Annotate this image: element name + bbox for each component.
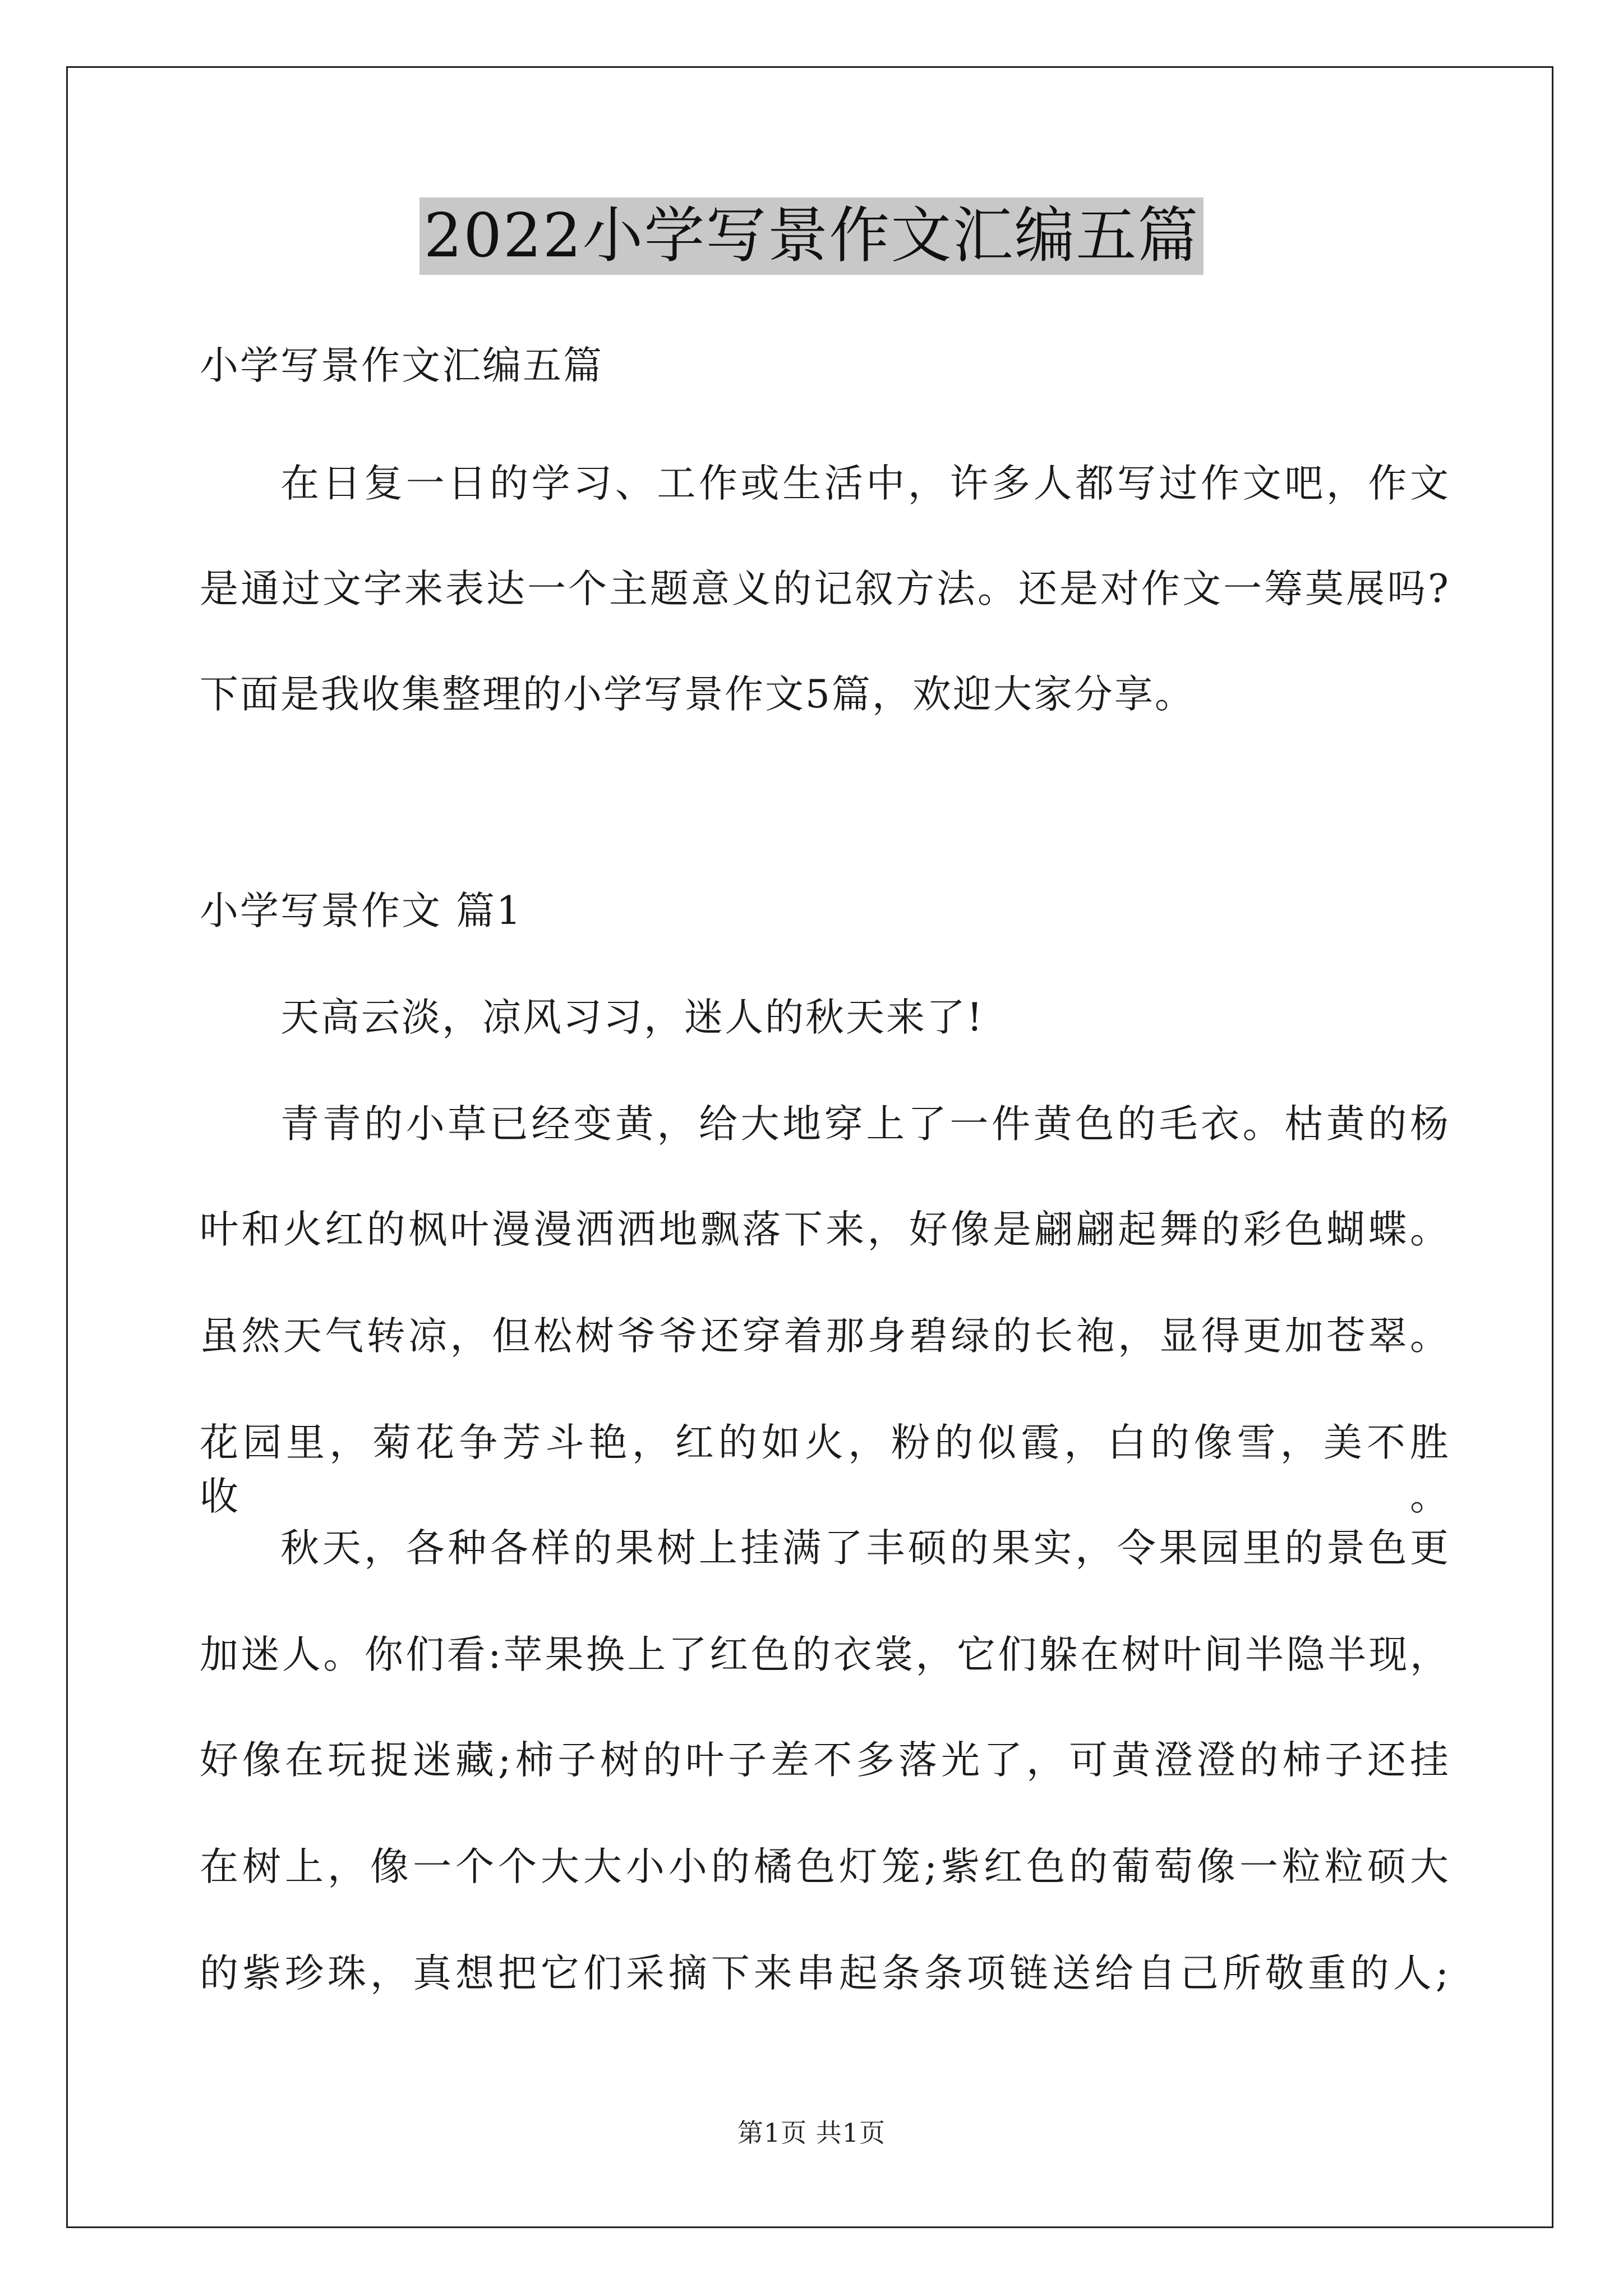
intro-line-2: 是通过文字来表达一个主题意义的记叙方法。还是对作文一筹莫展吗? (200, 567, 1450, 611)
paragraph-line-5: 花园里，菊花争芳斗艳，红的如火，粉的似霞，白的像雪，美不胜收。 (200, 1420, 1450, 1519)
paragraph-line-8: 好像在玩捉迷藏;柿子树的叶子差不多落光了，可黄澄澄的柿子还挂 (200, 1738, 1450, 1783)
subtitle: 小学写景作文汇编五篇 (200, 343, 603, 388)
paragraph-line-4: 虽然天气转凉，但松树爷爷还穿着那身碧绿的长袍，显得更加苍翠。 (200, 1314, 1450, 1359)
paragraph-line-3: 叶和火红的枫叶漫漫洒洒地飘落下来，好像是翩翩起舞的彩色蝴蝶。 (200, 1207, 1450, 1252)
page-footer: 第1页 共1页 (737, 2118, 886, 2148)
intro-line-1: 在日复一日的学习、工作或生活中，许多人都写过作文吧，作文 (280, 461, 1450, 506)
intro-line-3: 下面是我收集整理的小学写景作文5篇，欢迎大家分享。 (200, 672, 1195, 717)
document-title: 2022小学写景作文汇编五篇 (419, 197, 1204, 275)
paragraph-line-2: 青青的小草已经变黄，给大地穿上了一件黄色的毛衣。枯黄的杨 (280, 1102, 1450, 1147)
paragraph-line-10: 的紫珍珠，真想把它们采摘下来串起条条项链送给自己所敬重的人; (200, 1951, 1450, 1996)
paragraph-line-7: 加迷人。你们看:苹果换上了红色的衣裳，它们躲在树叶间半隐半现， (200, 1632, 1450, 1677)
paragraph-line-9: 在树上，像一个个大大小小的橘色灯笼;紫红色的葡萄像一粒粒硕大 (200, 1844, 1450, 1889)
section-heading: 小学写景作文 篇1 (200, 889, 523, 933)
paragraph-line-6: 秋天，各种各样的果树上挂满了丰硕的果实，令果园里的景色更 (280, 1526, 1450, 1571)
paragraph-line-1: 天高云淡，凉风习习，迷人的秋天来了! (280, 995, 984, 1040)
title-container (0, 197, 1623, 275)
